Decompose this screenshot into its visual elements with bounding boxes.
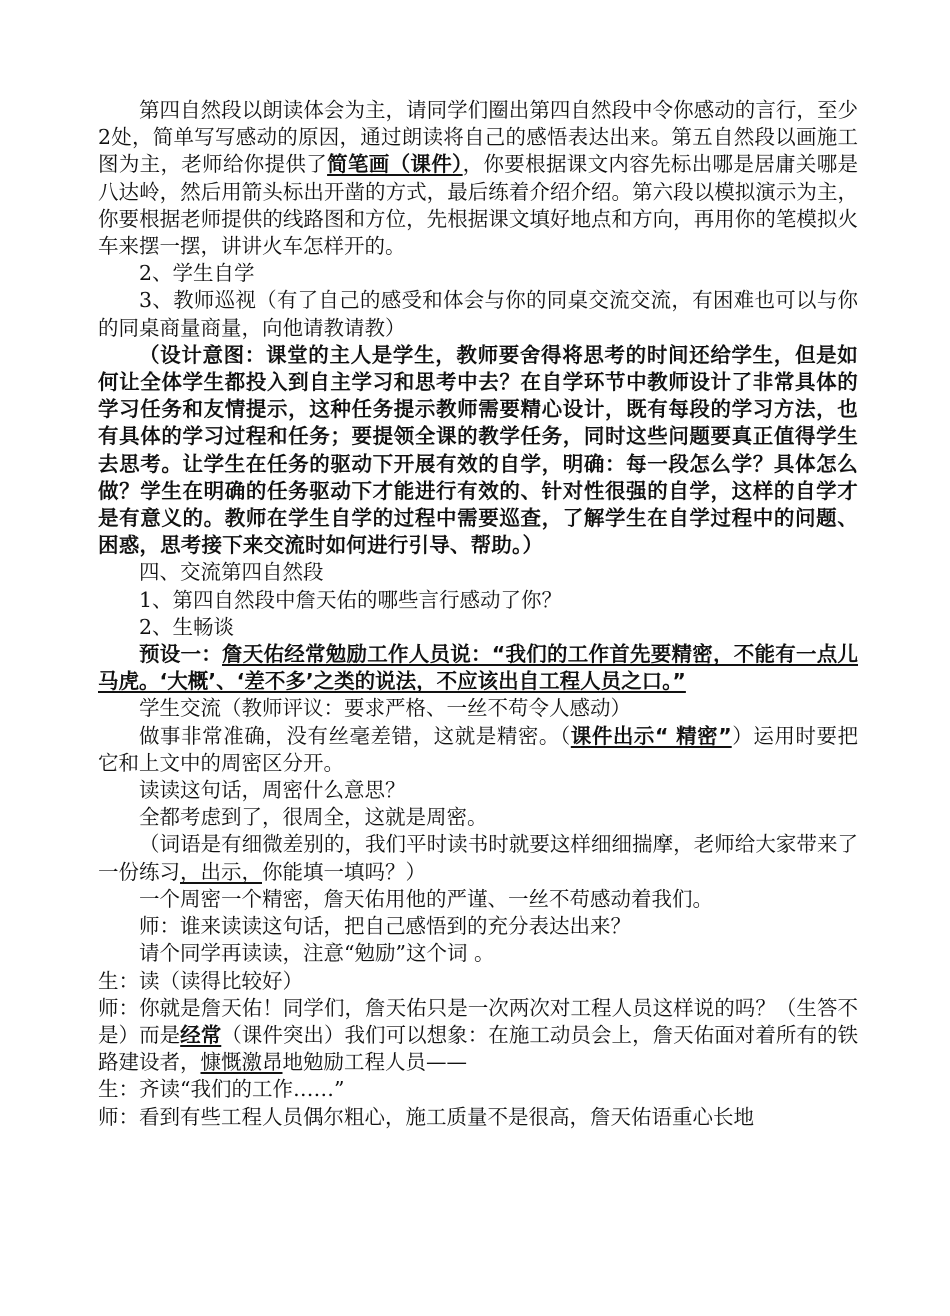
question-1: 1、第四自然段中詹天佑的哪些言行感动了你？ <box>139 587 563 612</box>
text: 师：你就是詹天佑！同学们，詹天佑只是一次两次对工程人员这样说的吗？（生答不是）而是 <box>98 995 858 1047</box>
preset-label: 预设一： <box>139 642 223 667</box>
paragraph-reading-tasks <box>98 97 858 260</box>
design-intent-note: （设计意图：课堂的主人是学生，教师要舍得将思考的时间还给学生，但是如何让全体学生都投入到自主学习和思考中去？在自学环节中教师设计了非常具体的学习任务和友情提示，这种任务提示教师需要精心设计，既有每段的学习方法，也有具体的学习过程和任务；要提领全课的教学任务，同时这些问题要真正值得学生去思考。让学生在任务的驱动下开展有效的自学，明确：每一段怎么学？具体怎么做？学生在明确的任务驱动下才能进行有效的、针对性很强的自学，这样的自学才是有意义的。教师在学生自学的过程中需要巡查，了解学生在自学过程中的问题、困惑，思考接下来交流时如何进行引导、帮助。） <box>98 342 858 558</box>
text: （词语是有细微差别的，我们平时读书时就要这样细细揣摩，老师给大家带来了一份练习 <box>98 832 858 884</box>
show-exercise-link[interactable]: ，出示， <box>180 859 262 884</box>
text: 做事非常准确，没有丝毫差错，这就是精密。（ <box>139 723 571 748</box>
text: （课件突出）我们可以想象：在施工动员会上，詹天佑面对着所有的铁路建设者， <box>98 1022 859 1075</box>
read-sentence: 读读这句话，周密什么意思？ <box>139 778 406 803</box>
student-exchange: 学生交流（教师评议：要求严格、一丝不苟令人感动） <box>139 696 631 721</box>
preset-quote: 詹天佑经常勉励工作人员说：“我们的工作首先要精密，不能有一点儿马虎。‘大概’、‘差不多’之类的说法，不应该出自工程人员之口。” <box>98 642 859 694</box>
summary-line: 一个周密一个精密，詹天佑用他的严谨、一丝不苟感动着我们。 <box>139 886 713 911</box>
question-2: 2、生畅谈 <box>139 614 235 639</box>
precision-explanation <box>98 723 858 777</box>
teacher-dialogue <box>98 995 858 1077</box>
text: 你能填一填吗？） <box>262 859 426 884</box>
text: 第四自然段以朗读体会为主，请同学们圈出第四自然段中令你感动的言行，至少2处，简单写写感动的原因，通过朗读将自己的感悟表达出来。第五自然段以画施工图为主，老师给你提供了 <box>98 98 858 177</box>
courseware-link-sketch[interactable]: 简笔画（课件） <box>327 152 463 177</box>
preset-one <box>98 641 858 695</box>
section-heading-4: 四、交流第四自然段 <box>139 560 324 585</box>
passionate-word: 慷慨激昂 <box>200 1050 283 1075</box>
often-highlight: 经常 <box>180 1022 222 1047</box>
text: ）运用时要把它和上文中的周密区分开。 <box>98 723 859 775</box>
text: 地勉励工程人员—— <box>282 1050 467 1075</box>
word-practice <box>98 831 858 885</box>
text: ，你要根据课文内容先标出哪是居庸关哪是八达岭，然后用箭头标出开凿的方式，最后练着介绍介绍。第六段以模拟演示为主，你要根据老师提供的线路图和方位，先根据课文填好地点和方向，再用你的笔模拟火车来摆一摆，讲讲火车怎样开的。 <box>98 152 859 259</box>
reread-prompt: 请个同学再读读，注意“勉励”这个词 。 <box>139 941 495 966</box>
teacher-prompt: 师：谁来读读这句话，把自己感悟到的充分表达出来？ <box>139 914 631 939</box>
student-read: 生：读（读得比较好） <box>98 968 303 993</box>
courseware-link-precise[interactable]: 课件出示“ 精密” <box>570 723 732 748</box>
document-body <box>98 97 858 1131</box>
step-teacher-patrol: 3、教师巡视（有了自己的感受和体会与你的同桌交流交流，有困难也可以与你的同桌商量商量，向他请教请教） <box>98 288 858 340</box>
step-self-study: 2、学生自学 <box>139 261 255 286</box>
teacher-continue: 师：看到有些工程人员偶尔粗心，施工质量不是很高，詹天佑语重心长地 <box>98 1104 754 1129</box>
student-chorus: 生：齐读“我们的工作……” <box>98 1077 345 1102</box>
thorough-explanation: 全都考虑到了，很周全，这就是周密。 <box>139 805 488 830</box>
